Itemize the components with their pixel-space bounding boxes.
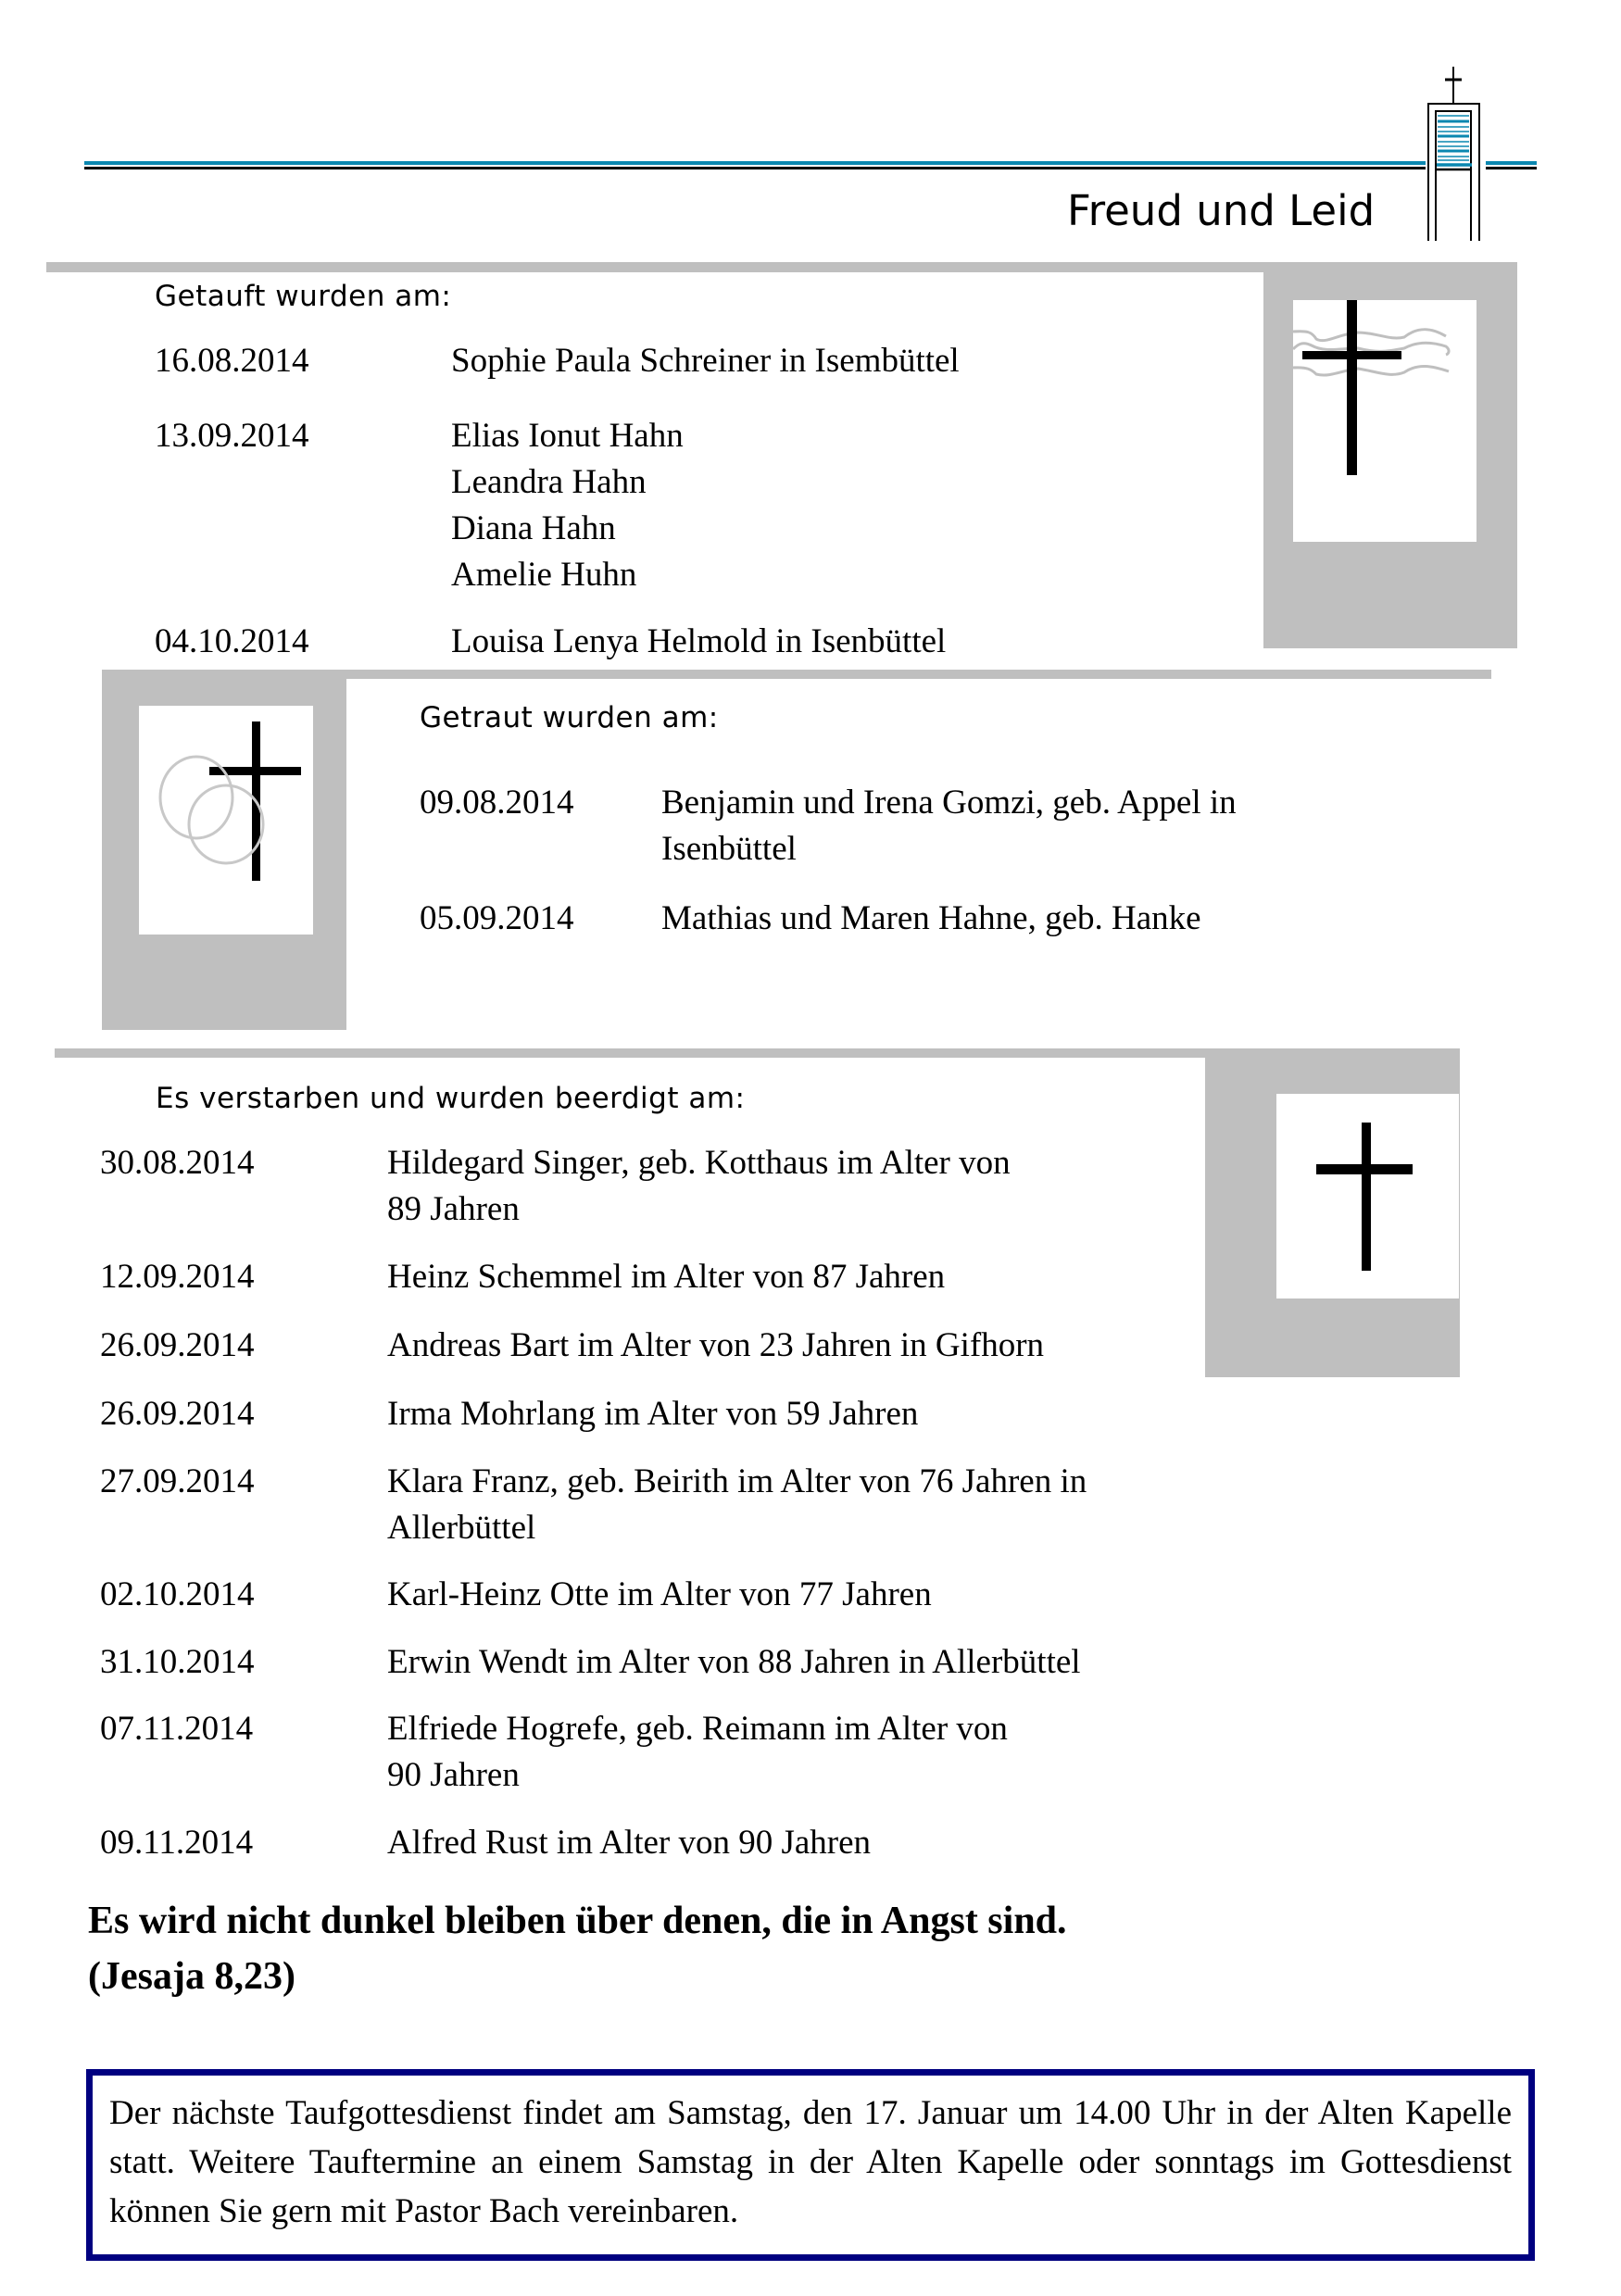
entry-name: Sophie Paula Schreiner in Isembüttel — [451, 342, 960, 380]
notice-text: Der nächste Taufgottesdienst findet am Samstag, den 17. Januar um 14.00 Uhr in der Alten Kapelle statt. Weitere Tauftermine an einem Samstag in der Alten Kapelle oder sonntags im Gottesdienst können Sie gern mit Pastor Bach vereinbaren. — [109, 2094, 1512, 2230]
cross-water-icon — [1293, 300, 1476, 542]
entry-line: Hildegard Singer, geb. Kotthaus im Alter von — [387, 1144, 1011, 1182]
header-rule-blue — [84, 161, 1426, 165]
entry-line: Andreas Bart im Alter von 23 Jahren in Gifhorn — [387, 1326, 1045, 1364]
entry-line: Alfred Rust im Alter von 90 Jahren — [387, 1824, 872, 1862]
entry-line: Isenbüttel — [661, 830, 797, 868]
entry-date: 26.09.2014 — [100, 1326, 255, 1364]
entry-date: 31.10.2014 — [100, 1643, 255, 1681]
entry-date: 30.08.2014 — [100, 1144, 255, 1182]
weddings-heading: Getraut wurden am: — [420, 701, 719, 734]
church-tower-icon — [1422, 60, 1487, 245]
bible-quote: Es wird nicht dunkel bleiben über denen, die in Angst sind. — [88, 1900, 1067, 1942]
entry-line: Erwin Wendt im Alter von 88 Jahren in Allerbüttel — [387, 1643, 1081, 1681]
entry-line: Klara Franz, geb. Beirith im Alter von 76 Jahren in — [387, 1462, 1087, 1500]
entry-name: Elias Ionut Hahn — [451, 417, 684, 455]
entry-date: 02.10.2014 — [100, 1575, 255, 1613]
header-rule-black-right — [1486, 167, 1537, 169]
list-item — [155, 619, 309, 665]
entry-date: 05.09.2014 — [420, 899, 574, 937]
header-rule-blue-right — [1486, 161, 1537, 165]
entry-name: Diana Hahn — [451, 509, 616, 547]
bible-reference: (Jesaja 8,23) — [88, 1955, 295, 1998]
header-rule-black — [84, 167, 1426, 169]
entry-name: Louisa Lenya Helmold in Isenbüttel — [451, 622, 947, 660]
entry-name: Amelie Huhn — [451, 556, 637, 594]
list-item — [155, 338, 309, 384]
page-title: Freud und Leid — [1067, 186, 1376, 235]
entry-date: 16.08.2014 — [155, 342, 309, 380]
entry-line: Mathias und Maren Hahne, geb. Hanke — [661, 899, 1201, 937]
entry-date: 27.09.2014 — [100, 1462, 255, 1500]
entry-line: 90 Jahren — [387, 1756, 520, 1794]
list-item — [155, 413, 309, 459]
entry-date: 07.11.2014 — [100, 1710, 254, 1748]
entry-line: Allerbüttel — [387, 1509, 536, 1547]
entry-date: 09.11.2014 — [100, 1824, 254, 1862]
cross-icon — [1276, 1094, 1459, 1299]
entry-name: Leandra Hahn — [451, 463, 647, 501]
funerals-heading: Es verstarben und wurden beerdigt am: — [156, 1082, 746, 1115]
entry-line: Elfriede Hogrefe, geb. Reimann im Alter von — [387, 1710, 1008, 1748]
baptisms-heading: Getauft wurden am: — [155, 280, 452, 313]
entry-line: Irma Mohrlang im Alter von 59 Jahren — [387, 1395, 919, 1433]
cross-rings-icon — [139, 706, 313, 935]
entry-line: 89 Jahren — [387, 1190, 520, 1228]
entry-line: Heinz Schemmel im Alter von 87 Jahren — [387, 1258, 946, 1296]
entry-date: 04.10.2014 — [155, 622, 309, 660]
entry-date: 26.09.2014 — [100, 1395, 255, 1433]
notice-box — [86, 2069, 1535, 2261]
entry-date: 09.08.2014 — [420, 784, 574, 822]
entry-line: Benjamin und Irena Gomzi, geb. Appel in — [661, 784, 1237, 822]
entry-date: 12.09.2014 — [100, 1258, 255, 1296]
entry-line: Karl-Heinz Otte im Alter von 77 Jahren — [387, 1575, 932, 1613]
entry-date: 13.09.2014 — [155, 417, 309, 455]
